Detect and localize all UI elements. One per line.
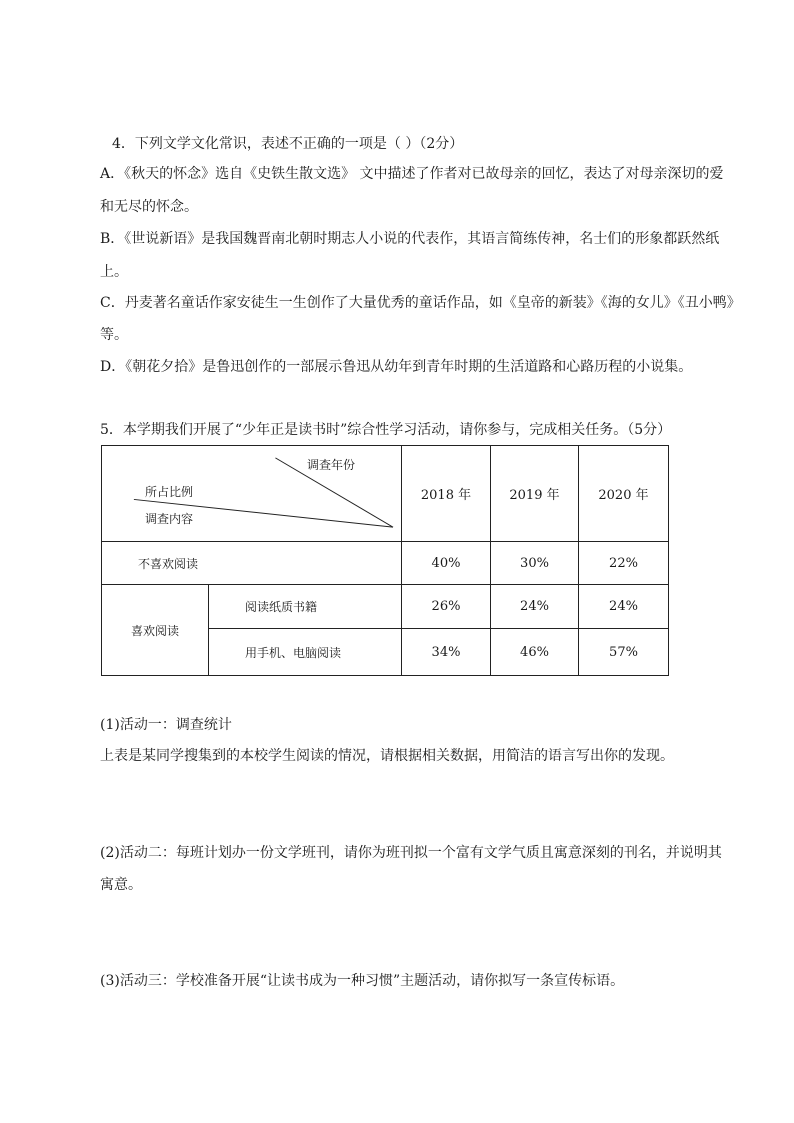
header-proportion: 所占比例 [145, 485, 194, 499]
activity-3: (3)活动三：学校准备开展“让读书成为一种习惯”主题活动，请你拟写一条宣传标语。 [100, 973, 625, 989]
table-cell: 24% [491, 585, 579, 629]
table-cell: 34% [402, 629, 491, 676]
question-4-option-c-cont: 等。 [100, 327, 128, 343]
year-header: 2018 年 [402, 446, 491, 542]
activity-1-title: (1)活动一：调查统计 [100, 717, 232, 733]
question-5-title: 5．本学期我们开展了“少年正是读书时”综合性学习活动，请你参与，完成相关任务。（5分） [100, 422, 672, 438]
question-4-option-a: A．《秋天的怀念》选自《史铁生散文选》 文中描述了作者对已故母亲的回忆，表达了对母亲深切的爱 [100, 166, 724, 182]
table-cell: 46% [491, 629, 579, 676]
table-cell: 24% [579, 585, 669, 629]
question-4-option-d: D．《朝花夕拾》是鲁迅创作的一部展示鲁迅从幼年到青年时期的生活道路和心路历程的小说集。 [100, 359, 693, 375]
activity-1-body: 上表是某同学搜集到的本校学生阅读的情况，请根据相关数据，用简洁的语言写出你的发现。 [100, 748, 674, 764]
table-cell: 40% [402, 542, 491, 585]
table-cell: 30% [491, 542, 579, 585]
table-header-row [102, 446, 669, 542]
diagonal-header-cell [102, 446, 402, 542]
question-4-option-c: C．丹麦著名童话作家安徒生一生创作了大量优秀的童话作品，如《皇帝的新装》《海的女儿》《丑小鸭》 [100, 295, 741, 311]
table-cell: 57% [579, 629, 669, 676]
survey-table [101, 445, 669, 676]
year-header: 2019 年 [491, 446, 579, 542]
table-row [102, 542, 669, 585]
header-survey-content: 调查内容 [145, 512, 194, 526]
question-4-option-b: B．《世说新语》是我国魏晋南北朝时期志人小说的代表作，其语言简练传神，名士们的形象都跃然纸 [100, 231, 720, 247]
year-header: 2020 年 [579, 446, 669, 542]
activity-2-line-1: (2)活动二：每班计划办一份文学班刊，请你为班刊拟一个富有文学气质且寓意深刻的刊名，并说明其 [100, 845, 722, 861]
table-cell: 22% [579, 542, 669, 585]
question-4-title: 4．下列文学文化常识，表述不正确的一项是（ ）（2分） [112, 136, 464, 152]
row-label-phone: 用手机、电脑阅读 [209, 629, 402, 676]
table-row [102, 585, 669, 629]
table-cell: 26% [402, 585, 491, 629]
row-label-dislike: 不喜欢阅读 [102, 542, 402, 585]
row-label-like: 喜欢阅读 [102, 585, 209, 676]
header-survey-year: 调查年份 [307, 458, 356, 472]
question-4-option-a-cont: 和无尽的怀念。 [100, 199, 198, 215]
activity-2-line-2: 寓意。 [100, 877, 142, 893]
row-label-paper: 阅读纸质书籍 [209, 585, 402, 629]
question-4-option-b-cont: 上。 [100, 264, 128, 280]
